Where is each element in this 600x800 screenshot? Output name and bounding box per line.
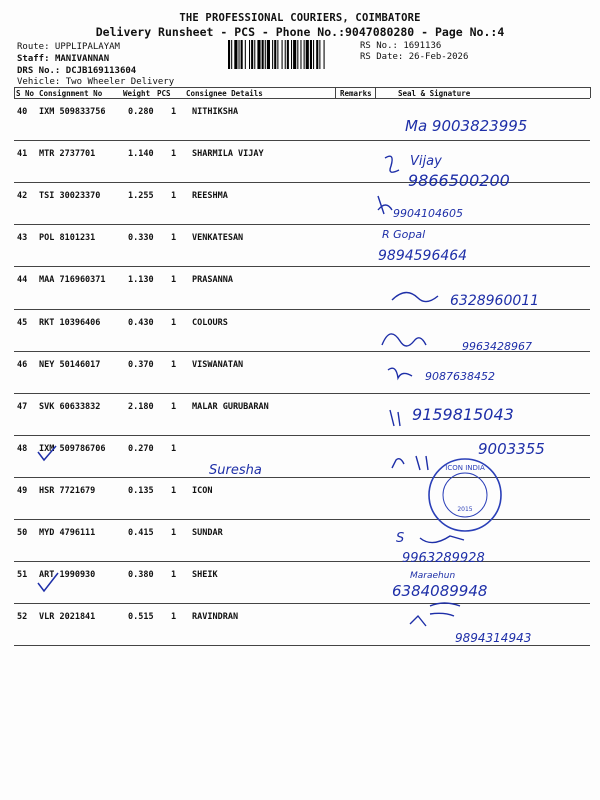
signature-r48 — [392, 456, 428, 470]
cell-consignment: POL 8101231 — [39, 233, 96, 244]
cell-sno: 45 — [17, 317, 28, 328]
cell-consignment: MYD 4796111 — [39, 528, 96, 538]
cell-weight: 0.430 — [128, 317, 154, 328]
cell-consignment: MTR 2737701 — [39, 149, 96, 160]
col-consignee: Consignee Details — [186, 89, 263, 98]
cell-consignee: SHEIK — [192, 570, 218, 581]
cell-pcs: 1 — [171, 485, 177, 496]
cell-consignment: SVK 60633832 — [39, 401, 101, 412]
cell-consignment: IXM 509786706 — [39, 443, 106, 454]
company-name: THE PROFESSIONAL COURIERS, COIMBATORE — [179, 12, 421, 24]
cell-consignment: IXM 509833756 — [39, 107, 106, 117]
col-pcs: PCS — [157, 89, 171, 98]
cell-consignee: RAVINDRAN — [192, 612, 239, 623]
cell-weight: 1.255 — [128, 191, 154, 202]
cell-pcs: 1 — [171, 612, 177, 623]
cell-sno: 44 — [17, 275, 28, 286]
signature-r41 — [385, 156, 399, 172]
cell-pcs: 1 — [171, 317, 177, 328]
stamp-text: ICON INDIA — [445, 464, 485, 472]
handwriting-r50a: S — [396, 531, 405, 546]
signature-r46 — [388, 368, 412, 378]
cell-consignee: VENKATESAN — [192, 233, 244, 244]
cell-sno: 50 — [17, 528, 28, 538]
cell-pcs: 1 — [171, 401, 177, 412]
signature-r45 — [382, 334, 426, 346]
cell-consignee: MALAR GURUBARAN — [192, 401, 269, 412]
cell-sno: 42 — [17, 191, 28, 202]
cell-consignment: MAA 716960371 — [39, 275, 106, 286]
cell-pcs: 1 — [171, 359, 177, 370]
cell-consignee: ICON — [192, 485, 213, 496]
cell-weight: 0.270 — [128, 443, 154, 454]
cell-weight: 1.130 — [128, 275, 154, 286]
cell-weight: 0.380 — [128, 570, 154, 581]
handwriting-r43a: R Gopal — [382, 228, 426, 241]
drs-number: DCJB169113604 — [65, 66, 137, 76]
rs-date: RS Date: 26-Feb-2026 — [360, 52, 469, 62]
cell-sno: 40 — [17, 107, 28, 117]
handwriting-r44: 6328960011 — [450, 293, 540, 309]
handwriting-r47: 9159815043 — [412, 405, 514, 424]
col-weight: Weight — [123, 89, 151, 98]
handwriting-r40: Ma 9003823995 — [405, 117, 528, 135]
handwriting-r41a: Vijay — [410, 154, 442, 169]
cell-sno: 46 — [17, 359, 28, 370]
cell-pcs: 1 — [171, 191, 177, 202]
cell-weight: 2.180 — [128, 401, 154, 412]
cell-weight: 0.280 — [128, 107, 154, 117]
handwriting-r51b: 6384089948 — [392, 582, 488, 600]
cell-weight: 0.135 — [128, 485, 154, 496]
cell-pcs: 1 — [171, 528, 177, 538]
route-text: Route: UPPLIPALAYAM — [17, 42, 120, 52]
cell-sno: 48 — [17, 443, 28, 454]
handwriting-r51a: Maraehun — [410, 571, 456, 581]
cell-consignee: COLOURS — [192, 317, 228, 328]
col-remarks: Remarks — [340, 89, 372, 98]
cell-consignment: VLR 2021841 — [39, 612, 96, 623]
rs-number: RS No.: 1691136 — [360, 41, 442, 51]
cell-consignment: NEY 50146017 — [39, 359, 101, 370]
tick-mark-r51 — [38, 573, 58, 591]
cell-pcs: 1 — [171, 233, 177, 244]
cell-consignment: TSI 30023370 — [39, 191, 101, 202]
signature-r44 — [392, 292, 438, 301]
handwriting-r52: 9894314943 — [455, 631, 532, 645]
drs-label: DRS No.: — [17, 66, 61, 76]
handwriting-r48-name: Suresha — [209, 463, 262, 478]
cell-consignee: SUNDAR — [192, 528, 223, 538]
cell-consignee: PRASANNA — [192, 275, 233, 286]
cell-weight: 0.370 — [128, 359, 154, 370]
cell-sno: 52 — [17, 612, 28, 623]
col-sno: S No — [16, 89, 35, 98]
cell-sno: 41 — [17, 149, 28, 160]
col-seal-signature: Seal & Signature — [398, 89, 471, 98]
cell-pcs: 1 — [171, 570, 177, 581]
tick-mark-r48 — [38, 446, 56, 460]
signature-r47 — [390, 410, 400, 426]
cell-consignment: ART 1990930 — [39, 570, 96, 581]
handwriting-r45: 9963428967 — [462, 340, 532, 353]
signature-r52 — [410, 603, 460, 626]
cell-consignee: REESHMA — [192, 191, 228, 202]
cell-weight: 0.515 — [128, 612, 154, 623]
cell-sno: 47 — [17, 401, 28, 412]
cell-consignee: SHARMILA VIJAY — [192, 149, 264, 160]
handwriting-r48: 9003355 — [478, 440, 545, 458]
cell-consignment: HSR 7721679 — [39, 485, 96, 496]
company-stamp — [429, 459, 501, 531]
cell-pcs: 1 — [171, 107, 177, 117]
handwriting-r41b: 9866500200 — [408, 171, 510, 190]
signature-r50 — [420, 536, 464, 543]
cell-pcs: 1 — [171, 275, 177, 286]
cell-sno: 51 — [17, 570, 28, 581]
staff-name: MANIVANNAN — [54, 54, 110, 64]
cell-weight: 0.415 — [128, 528, 154, 538]
vehicle-text: Vehicle: Two Wheeler Delivery — [17, 77, 175, 87]
col-consignment: Consignment No — [39, 89, 103, 98]
cell-sno: 49 — [17, 485, 28, 496]
signature-r42 — [378, 196, 392, 214]
cell-sno: 43 — [17, 233, 28, 244]
stamp-year: 2015 — [457, 506, 473, 513]
cell-consignee: VISWANATAN — [192, 359, 244, 370]
cell-weight: 0.330 — [128, 233, 154, 244]
handwriting-r50b: 9963289928 — [402, 551, 485, 566]
cell-weight: 1.140 — [128, 149, 154, 160]
handwriting-r46: 9087638452 — [425, 370, 495, 383]
cell-consignment: RKT 10396406 — [39, 317, 101, 328]
cell-pcs: 1 — [171, 149, 177, 160]
runsheet-title: Delivery Runsheet - PCS - Phone No.:9047080280 - Page No.:4 — [95, 25, 505, 39]
handwriting-r43b: 9894596464 — [378, 248, 468, 264]
handwriting-r42: 9904104605 — [393, 207, 463, 220]
staff-label: Staff: — [17, 54, 50, 64]
cell-pcs: 1 — [171, 443, 177, 454]
cell-consignee: NITHIKSHA — [192, 107, 239, 117]
